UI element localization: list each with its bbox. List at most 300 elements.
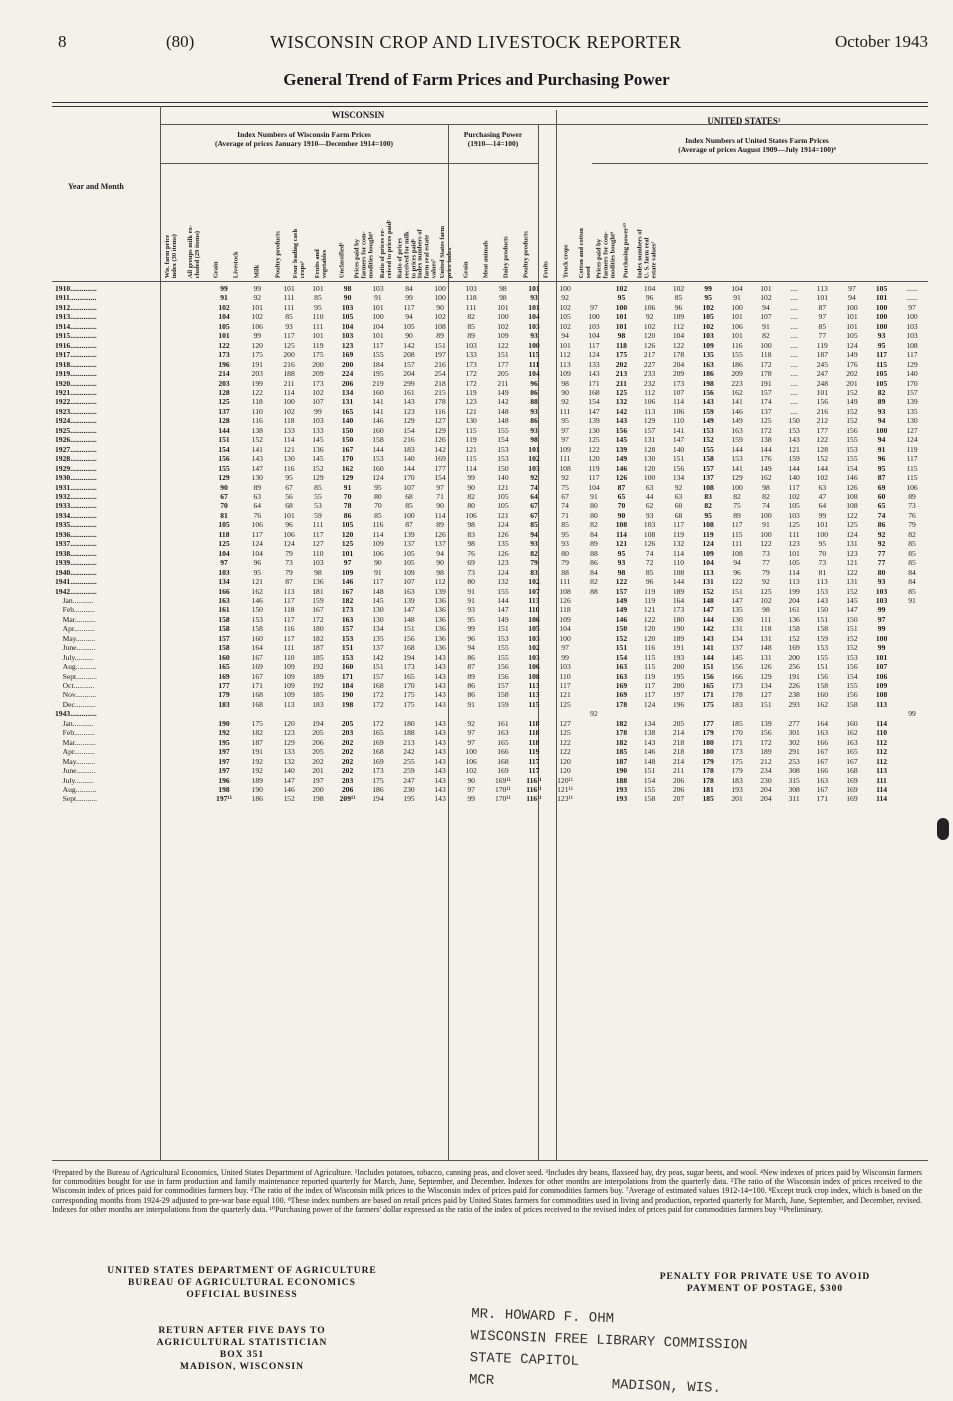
table-cell: 112 [672, 321, 685, 331]
table-row [52, 587, 928, 596]
table-row [52, 672, 928, 681]
table-cell: 76 [908, 510, 916, 520]
table-cell: 47 [818, 491, 827, 501]
table-cell: 106 [528, 662, 540, 672]
table-cell: 130 [465, 416, 477, 426]
table-row [52, 416, 928, 425]
table-cell: 144 [672, 577, 685, 587]
table-cell: 138 [251, 425, 263, 435]
table-cell: 196 [218, 775, 230, 785]
table-cell: 143 [403, 397, 415, 407]
table-cell: 103 [528, 321, 540, 331]
row-label: Jan........... [55, 718, 94, 728]
table-cell: 308 [788, 766, 800, 776]
table-cell: 117 [788, 482, 800, 492]
table-cell: 121 [615, 539, 628, 549]
table-cell: 105 [218, 321, 230, 331]
table-cell: 124 [906, 435, 918, 445]
table-row [52, 369, 928, 378]
table-cell: 110 [312, 548, 324, 558]
table-cell: 178 [702, 775, 714, 785]
table-cell: 277 [788, 718, 800, 728]
table-cell: 129 [283, 737, 295, 747]
table-cell: 134 [372, 624, 384, 634]
table-cell: 134 [672, 473, 685, 483]
table-cell: 146 [341, 577, 354, 587]
table-cell: 99 [220, 284, 228, 293]
table-cell: 153 [788, 425, 800, 435]
table-cell: 141 [372, 397, 384, 407]
table-cell: 95 [467, 614, 475, 624]
table-cell: 168 [251, 690, 263, 700]
table-cell: 102 [434, 312, 446, 322]
table-cell: 128 [643, 444, 656, 454]
table-row [52, 757, 928, 766]
table-cell: 170 [341, 454, 354, 464]
table-cell: 117 [588, 340, 600, 350]
table-cell: 159 [788, 454, 800, 464]
table-cell: 302 [788, 737, 800, 747]
table-cell: 74 [561, 501, 569, 511]
table-cell: 87 [467, 662, 475, 672]
page-number: 8 [58, 32, 67, 51]
table-cell: 64 [818, 501, 827, 511]
table-cell: 44 [645, 491, 654, 501]
table-cell: 59 [314, 510, 322, 520]
table-cell: 105 [403, 548, 415, 558]
table-cell: 99 [877, 624, 886, 634]
table-cell: 109 [497, 331, 509, 341]
table-cell: 117 [283, 331, 295, 341]
table-cell: 181 [312, 586, 324, 596]
table-cell: 96 [285, 520, 293, 530]
table-cell: 182 [251, 728, 263, 738]
table-cell: 169 [846, 785, 858, 795]
table-cell: 91 [733, 293, 741, 303]
table-cell: 85 [908, 539, 916, 549]
table-cell: 114 [876, 794, 888, 804]
table-cell: 156 [497, 671, 509, 681]
table-cell: 115 [465, 454, 477, 464]
table-cell: 113 [816, 577, 828, 587]
penalty-line: PENALTY FOR PRIVATE USE TO AVOID [659, 1272, 871, 1282]
table-cell: 103 [341, 302, 354, 312]
row-label: 1926.............. [55, 435, 97, 445]
table-cell: 143 [251, 454, 263, 464]
table-cell: 98 [561, 378, 569, 388]
table-cell [896, 681, 928, 690]
table-cell: 101 [846, 312, 858, 322]
table-cell: 134 [643, 718, 656, 728]
table-cell: 140 [672, 444, 685, 454]
table-cell: 177 [434, 463, 446, 473]
table-cell: 149 [846, 350, 858, 360]
table-cell: 166 [816, 737, 828, 747]
table-cell: 172 [465, 378, 477, 388]
table-cell: 94 [436, 548, 444, 558]
row-label: Aug........... [55, 785, 97, 795]
table-cell: 110 [283, 652, 295, 662]
table-cell: 190 [218, 718, 230, 728]
table-cell: 117 [906, 350, 918, 360]
table-row [52, 558, 928, 567]
table-cell: 156 [497, 662, 509, 672]
usda-line: UNITED STATES DEPARTMENT OF AGRICULTURE [107, 1266, 377, 1276]
table-cell: 111 [283, 293, 295, 303]
table-cell: 85 [374, 510, 382, 520]
table-cell: 152 [846, 643, 858, 653]
table-cell: 203 [341, 728, 354, 738]
table-cell: 168 [372, 747, 384, 757]
table-cell: 128 [816, 444, 828, 454]
table-cell: 124 [702, 539, 714, 549]
table-cell: 119 [465, 435, 477, 445]
table-cell: 166 [497, 747, 509, 757]
table-cell: 167 [341, 444, 354, 454]
table-row [52, 700, 928, 709]
table-cell: 70 [818, 548, 827, 558]
table-cell: 114 [672, 397, 685, 407]
table-cell: 117 [644, 681, 656, 691]
table-cell: 137 [760, 406, 772, 416]
table-cell: 86 [530, 387, 538, 397]
table-cell: 73 [467, 567, 475, 577]
table-cell: 153 [816, 643, 828, 653]
table-cell: 90 [467, 775, 475, 785]
table-cell: 92 [877, 539, 886, 549]
table-cell: 191 [251, 359, 263, 369]
table-cell: 113 [816, 284, 828, 293]
table-cell: 98 [762, 482, 770, 492]
table-cell: 167 [341, 586, 354, 596]
table-cell: 200 [283, 350, 295, 360]
table-cell: .... [790, 406, 798, 416]
table-cell: 147 [672, 435, 685, 445]
table-cell: 108 [643, 529, 656, 539]
table-cell: 183 [218, 699, 230, 709]
table-cell: 192 [312, 662, 324, 672]
table-cell: 167 [251, 671, 263, 681]
table-cell: 164 [672, 595, 685, 605]
table-cell: 120 [559, 756, 571, 766]
table-cell: 90 [220, 482, 228, 492]
table-cell: 104 [218, 548, 230, 558]
table-cell: 175 [251, 718, 263, 728]
table-cell: 109 [672, 312, 685, 322]
table-cell: 204 [788, 595, 800, 605]
table-cell: 171 [251, 681, 263, 691]
table-cell: .... [790, 293, 798, 303]
table-cell: 123 [497, 558, 509, 568]
table-cell: 197 [312, 775, 324, 785]
table-cell: 207 [672, 794, 685, 804]
table-cell: 88 [530, 397, 538, 407]
table-cell: 152 [312, 463, 324, 473]
table-cell: 105 [875, 369, 888, 379]
table-cell: 82 [590, 520, 598, 530]
table-cell: 192 [251, 766, 263, 776]
table-cell: 120 [341, 529, 354, 539]
table-cell: 190 [251, 785, 263, 795]
table-cell: 98 [762, 605, 770, 615]
return-line: RETURN AFTER FIVE DAYS TO [158, 1326, 326, 1336]
table-cell: 233 [643, 369, 656, 379]
table-cell: 153 [341, 633, 354, 643]
table-cell: 129 [434, 425, 446, 435]
table-cell: 82 [467, 491, 475, 501]
table-cell: 125 [760, 416, 772, 426]
table-cell: 152 [702, 435, 714, 445]
table-cell: 95 [704, 510, 712, 520]
table-cell: 134 [218, 577, 230, 587]
table-cell: 165 [846, 747, 858, 757]
table-cell [581, 284, 607, 293]
table-cell: 137 [218, 406, 230, 416]
column-header-label: United States farm price index [438, 225, 453, 278]
table-cell: 155 [372, 350, 384, 360]
table-cell: 211 [672, 766, 685, 776]
table-cell: 209 [672, 369, 685, 379]
table-cell: 75 [733, 501, 741, 511]
row-label: 1935.............. [55, 520, 97, 530]
table-cell: 103 [372, 284, 384, 293]
table-cell: 215 [434, 387, 446, 397]
table-cell: 65 [877, 501, 886, 511]
table-cell: 82 [704, 501, 712, 511]
table-cell: 142 [434, 444, 446, 454]
column-header-label: Prices paid by farmers for com- modities bought⁴ [353, 230, 375, 278]
table-cell: 223 [731, 378, 743, 388]
return-line: BOX 351 [219, 1349, 265, 1360]
table-cell: 315 [788, 775, 800, 785]
table-cell: 232 [643, 378, 656, 388]
table-cell: 149 [702, 416, 714, 426]
column-header [557, 170, 575, 278]
table-cell: 141 [251, 444, 263, 454]
table-cell [896, 738, 928, 747]
column-header-label: Ratio of prices re- ceived to prices paid⁵ [378, 219, 393, 278]
row-label: 1932.............. [55, 491, 97, 501]
table-cell: 99 [467, 624, 475, 634]
table-cell: 74 [762, 501, 770, 511]
table-cell: 154 [643, 775, 656, 785]
table-cell: 85 [314, 482, 322, 492]
table-row [52, 624, 928, 633]
table-cell: 158 [251, 624, 263, 634]
table-cell: 152 [846, 416, 858, 426]
column-header [477, 170, 495, 278]
table-cell: 143 [788, 435, 800, 445]
table-cell: 154 [615, 652, 628, 662]
table-cell: 103 [875, 595, 888, 605]
table-cell: 143 [434, 747, 446, 757]
table-cell: 154 [497, 435, 509, 445]
table-cell: .... [790, 284, 798, 293]
column-header-label: Ratio of prices received for milk to prices paid⁶ [396, 230, 418, 278]
table-cell: 109 [559, 444, 571, 454]
table-cell: 195 [403, 794, 415, 804]
penalty-line: PAYMENT OF POSTAGE, $300 [686, 1283, 844, 1294]
table-cell: 112 [876, 737, 888, 747]
table-cell: 148 [403, 614, 415, 624]
table-cell: 80 [467, 577, 475, 587]
table-cell: 106 [465, 756, 477, 766]
table-cell: 91 [374, 567, 382, 577]
table-row [52, 766, 928, 775]
table-cell: 196 [672, 699, 685, 709]
table-cell: 117 [283, 614, 295, 624]
table-cell: 209¹¹ [339, 794, 356, 804]
table-cell: 146 [846, 473, 858, 483]
table-cell: 143 [434, 775, 446, 785]
table-cell: 156 [615, 425, 628, 435]
table-cell: 113 [528, 681, 540, 691]
table-cell: 163 [816, 775, 828, 785]
table-row [52, 747, 928, 756]
column-header [576, 170, 594, 278]
table-cell: 169 [372, 737, 384, 747]
table-cell: 102 [615, 284, 628, 293]
table-cell: 107 [403, 577, 415, 587]
table-cell: 96 [877, 454, 886, 464]
table-cell: 191 [788, 671, 800, 681]
table-cell [896, 634, 928, 643]
table-cell: 95 [704, 293, 712, 303]
table-cell: 155 [497, 586, 509, 596]
table-cell: 205 [497, 369, 509, 379]
table-cell [581, 681, 607, 690]
table-cell: 143 [816, 595, 828, 605]
table-cell: 76 [467, 548, 475, 558]
table-cell: 117 [528, 766, 540, 776]
table-cell: 118 [559, 605, 571, 615]
table-cell: 132 [497, 577, 509, 587]
table-cell: 192 [251, 756, 263, 766]
table-cell: 218 [672, 737, 685, 747]
sub-rule-us [592, 163, 928, 164]
table-cell: 177 [702, 718, 714, 728]
table-cell: 145 [312, 435, 324, 445]
table-cell: 95 [561, 529, 569, 539]
table-cell: 169 [788, 643, 800, 653]
table-cell: 155 [731, 350, 743, 360]
table-cell: 67 [530, 510, 538, 520]
table-cell: 178 [672, 350, 685, 360]
table-cell: 71 [436, 491, 444, 501]
table-cell: 68 [285, 501, 293, 511]
table-cell: 159 [702, 406, 714, 416]
table-cell: .... [790, 397, 798, 407]
table-cell: 151 [760, 699, 772, 709]
table-cell: 108 [559, 463, 571, 473]
table-cell: 117 [372, 577, 384, 587]
table-cell: 205 [312, 728, 324, 738]
table-row [52, 568, 928, 577]
table-cell: 100 [875, 321, 888, 331]
table-cell: 151 [731, 586, 743, 596]
table-row [52, 501, 928, 510]
table-cell: 56 [285, 491, 293, 501]
table-cell: 143 [434, 766, 446, 776]
column-header [457, 170, 475, 278]
table-cell: 122 [218, 340, 230, 350]
table-cell: 96 [645, 577, 654, 587]
table-cell: .... [790, 340, 798, 350]
table-cell: 139 [434, 586, 446, 596]
table-cell: 156 [702, 387, 714, 397]
row-label: 1928.............. [55, 454, 97, 464]
table-cell: 93 [877, 577, 886, 587]
table-cell: 205 [312, 747, 324, 757]
table-cell: 97 [467, 737, 475, 747]
table-cell [581, 653, 607, 662]
table-cell: 201 [312, 766, 324, 776]
table-cell [896, 653, 928, 662]
table-cell: 167 [816, 747, 828, 757]
table-cell: 111 [312, 520, 324, 530]
table-cell: 125 [218, 397, 230, 407]
table-cell: 163 [403, 586, 415, 596]
table-cell: 127 [434, 416, 446, 426]
table-cell: 94 [405, 312, 413, 322]
table-cell: 158 [816, 681, 828, 691]
table-cell: 91 [877, 444, 886, 454]
table-cell: 100 [906, 312, 918, 322]
row-label: 1934.............. [55, 510, 97, 520]
table-cell: 143 [434, 652, 446, 662]
table-cell: 140 [788, 473, 800, 483]
table-cell: 162 [846, 728, 858, 738]
table-cell: 93 [530, 406, 538, 416]
table-cell: 170¹¹ [494, 794, 511, 804]
year-month-heading: Year and Month [68, 182, 124, 191]
row-label: 1933.............. [55, 501, 97, 511]
table-cell: 85 [674, 293, 683, 303]
column-header-label: Livestock [232, 251, 240, 278]
table-cell: 122 [731, 577, 743, 587]
table-cell: 124 [588, 350, 600, 360]
table-cell: 137 [403, 539, 415, 549]
table-cell: 116¹¹ [526, 775, 542, 785]
table-cell: 117 [312, 529, 324, 539]
row-label: 1915.............. [55, 331, 97, 341]
table-cell: 120¹¹ [557, 775, 574, 785]
table-cell: 105 [218, 520, 230, 530]
table-cell: 192 [312, 681, 324, 691]
column-header-label: Unclassified³ [338, 242, 346, 278]
table-cell: 194 [403, 652, 415, 662]
table-cell: 118 [528, 718, 540, 728]
table-cell: 190 [341, 690, 354, 700]
table-cell: 172 [465, 369, 477, 379]
table-cell: 120 [643, 633, 656, 643]
table-cell: 143 [434, 737, 446, 747]
table-cell: 112 [876, 756, 888, 766]
table-cell: 102 [559, 302, 571, 312]
table-cell: 103 [702, 331, 714, 341]
table-cell: 172 [372, 718, 384, 728]
table-cell: 85 [908, 558, 916, 568]
table-cell: 184 [372, 359, 384, 369]
table-cell: 106 [906, 482, 918, 492]
table-cell: 153 [497, 444, 509, 454]
table-cell: 206 [341, 378, 354, 388]
table-cell: 81 [220, 510, 228, 520]
table-cell [808, 709, 837, 718]
table-cell: 90 [436, 501, 444, 511]
table-cell [455, 709, 487, 718]
table-cell: 151 [341, 643, 354, 653]
